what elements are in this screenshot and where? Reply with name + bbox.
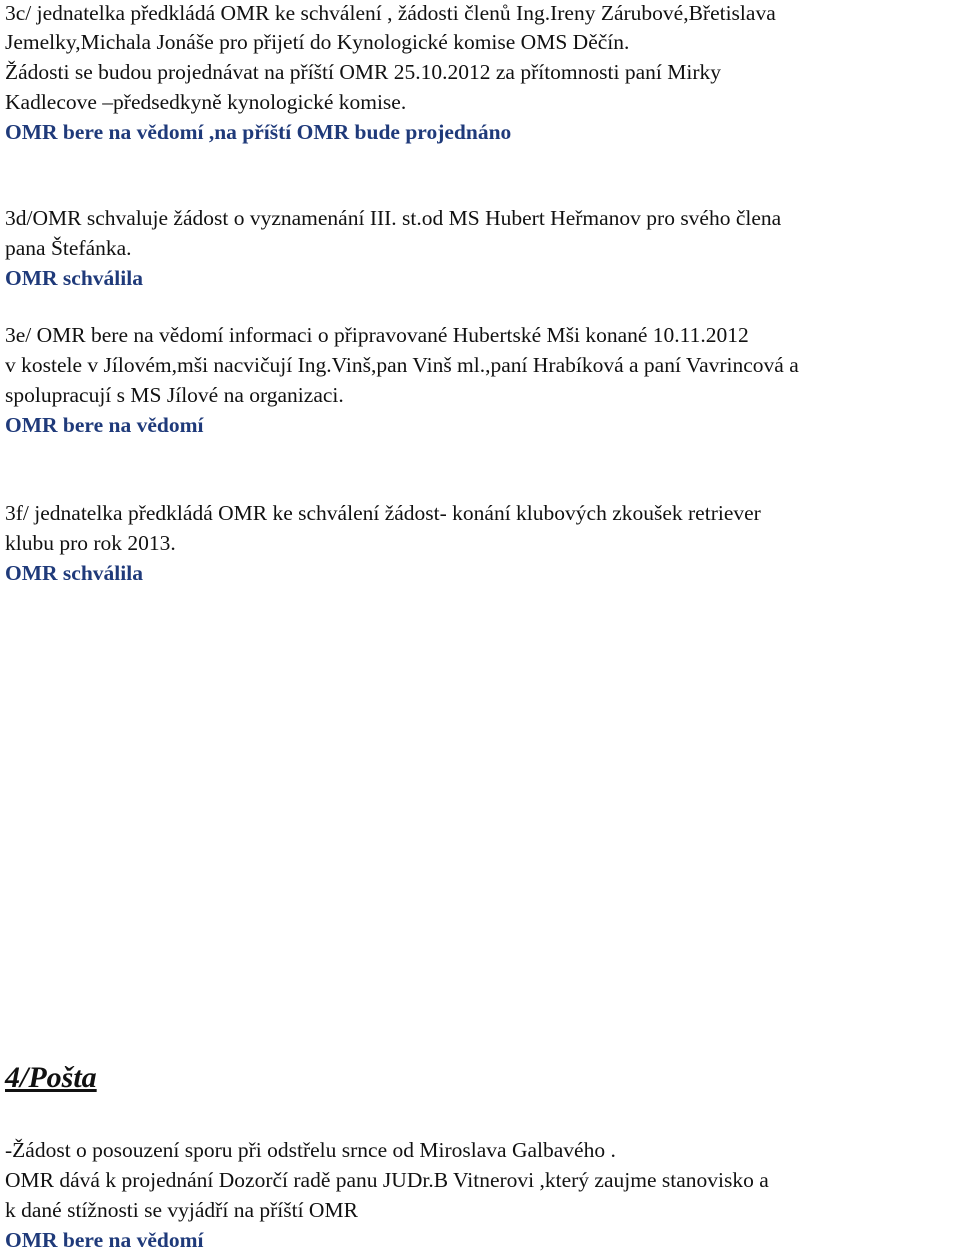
- paragraph-line: klubu pro rok 2013.: [5, 531, 176, 555]
- paragraph-line: Jemelky,Michala Jonáše pro přijetí do Kynologické komise OMS Děčín.: [5, 30, 630, 54]
- paragraph-line: OMR dává k projednání Dozorčí radě panu JUDr.B Vitnerovi ,který zaujme stanovisko a: [5, 1168, 769, 1192]
- paragraph-line: 3e/ OMR bere na vědomí informaci o připravované Hubertské Mši konané 10.11.2012: [5, 323, 749, 347]
- resolution-text: OMR bere na vědomí ,na příští OMR bude projednáno: [5, 120, 512, 144]
- paragraph-line: pana Štefánka.: [5, 236, 132, 260]
- resolution-text: OMR schválila: [5, 266, 143, 290]
- paragraph-line: 3d/OMR schvaluje žádost o vyznamenání III. st.od MS Hubert Heřmanov pro svého člena: [5, 206, 782, 230]
- paragraph-line: 3c/ jednatelka předkládá OMR ke schválení , žádosti členů Ing.Ireny Zárubové,Břetislava: [5, 1, 776, 25]
- paragraph-line: 3f/ jednatelka předkládá OMR ke schválení žádost- konání klubových zkoušek retriever: [5, 501, 761, 525]
- paragraph-line: v kostele v Jílovém,mši nacvičují Ing.Vinš,pan Vinš ml.,paní Hrabíková a paní Vavrincová a: [5, 353, 799, 377]
- paragraph-line: spolupracují s MS Jílové na organizaci.: [5, 383, 344, 407]
- paragraph-line: -Žádost o posouzení sporu při odstřelu srnce od Miroslava Galbavého .: [5, 1138, 616, 1162]
- section-heading: 4/Pošta: [5, 1061, 97, 1094]
- paragraph-line: k dané stížnosti se vyjádří na příští OMR: [5, 1198, 358, 1222]
- paragraph-line: Kadlecove –předsedkyně kynologické komise.: [5, 90, 407, 114]
- resolution-text: OMR bere na vědomí: [5, 413, 204, 437]
- paragraph-line: Žádosti se budou projednávat na příští OMR 25.10.2012 za přítomnosti paní Mirky: [5, 60, 721, 84]
- resolution-text: OMR schválila: [5, 561, 143, 585]
- resolution-text: OMR bere na vědomí: [5, 1228, 204, 1252]
